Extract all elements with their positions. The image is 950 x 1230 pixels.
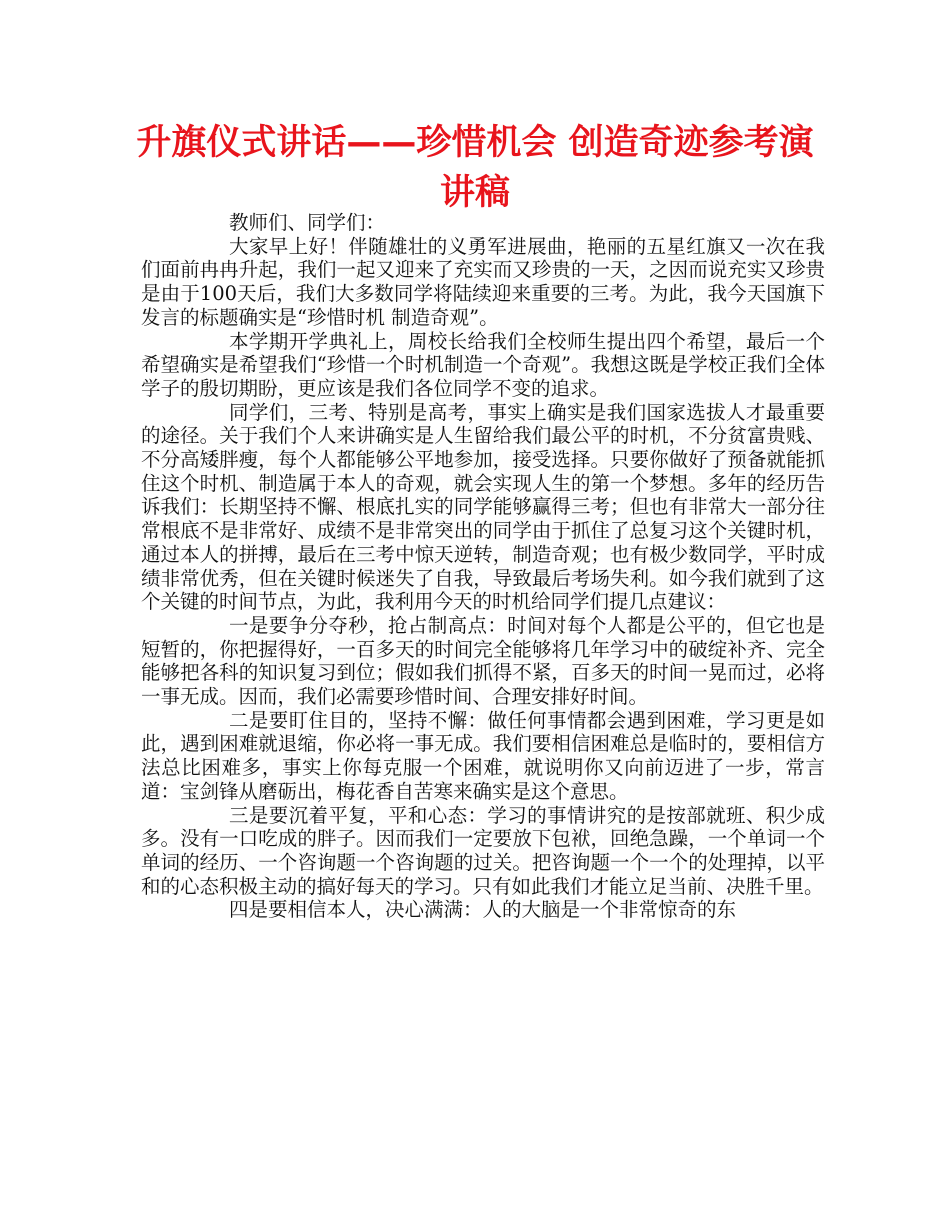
paragraph-6: 三是要沉着平复，平和心态：学习的事情讲究的是按部就班、积少成多。没有一口吃成的胖子。因而我们一定要放下包袱，回绝急躁，一个单词一个单词的经历、一个咨询题一个咨询题的过关。把咨询题一个一个的处理掉，以平和的心态积极主动的搞好每天的学习。只有如此我们才能立足当前、决胜千里。 [141, 803, 825, 898]
paragraph-3: 同学们，三考、特别是高考，事实上确实是我们国家选拔人才最重要的途径。关于我们个人来讲确实是人生留给我们最公平的时机，不分贫富贵贱、不分高矮胖瘦，每个人都能够公平地参加，接受选择。只要你做好了预备就能抓住这个时机、制造属于本人的奇观，就会实现人生的第一个梦想。多年的经历告诉我们：长期坚持不懈、根底扎实的同学能够赢得三考；但也有非常大一部分往常根底不是非常好、成绩不是非常突出的同学由于抓住了总复习这个关键时机，通过本人的拼搏，最后在三考中惊天逆转，制造奇观；也有极少数同学，平时成绩非常优秀，但在关键时候迷失了自我，导致最后考场失利。如今我们就到了这个关键的时间节点，为此，我利用今天的时机给同学们提几点建议： [141, 400, 825, 614]
paragraph-4: 一是要争分夺秒，抢占制高点：时间对每个人都是公平的，但它也是短暂的，你把握得好，一百多天的时间完全能够将几年学习中的破绽补齐、完全能够把各科的知识复习到位；假如我们抓得不紧，百多天的时间一晃而过，必将一事无成。因而，我们必需要珍惜时间、合理安排好时间。 [141, 613, 825, 709]
page-title: 升旗仪式讲话——珍惜机会 创造奇迹参考演讲稿 [136, 123, 814, 213]
speech-body [141, 211, 825, 922]
paragraph-2: 本学期开学典礼上，周校长给我们全校师生提出四个希望，最后一个希望确实是希望我们“珍惜一个时机制造一个奇观”。我想这既是学校正我们全体学子的殷切期盼，更应该是我们各位同学不变的追求。 [141, 329, 825, 400]
salutation: 教师们、同学们： [229, 211, 386, 234]
paragraph-5: 二是要盯住目的，坚持不懈：做任何事情都会遇到困难，学习更是如此，遇到困难就退缩，你必将一事无成。我们要相信困难总是临时的，要相信方法总比困难多，事实上你每克服一个困难，就说明你又向前迈进了一步，常言道：宝剑锋从磨砺出，梅花香自苦寒来确实是这个意思。 [141, 708, 825, 803]
paragraph-1: 大家早上好！伴随雄壮的义勇军进展曲，艳丽的五星红旗又一次在我们面前冉冉升起，我们一起又迎来了充实而又珍贵的一天，之因而说充实又珍贵是由于100天后，我们大多数同学将陆续迎来重要的三考。为此，我今天国旗下发言的标题确实是“珍惜时机 制造奇观”。 [141, 234, 825, 329]
paragraph-7: 四是要相信本人，决心满满：人的大脑是一个非常惊奇的东 [229, 898, 737, 922]
